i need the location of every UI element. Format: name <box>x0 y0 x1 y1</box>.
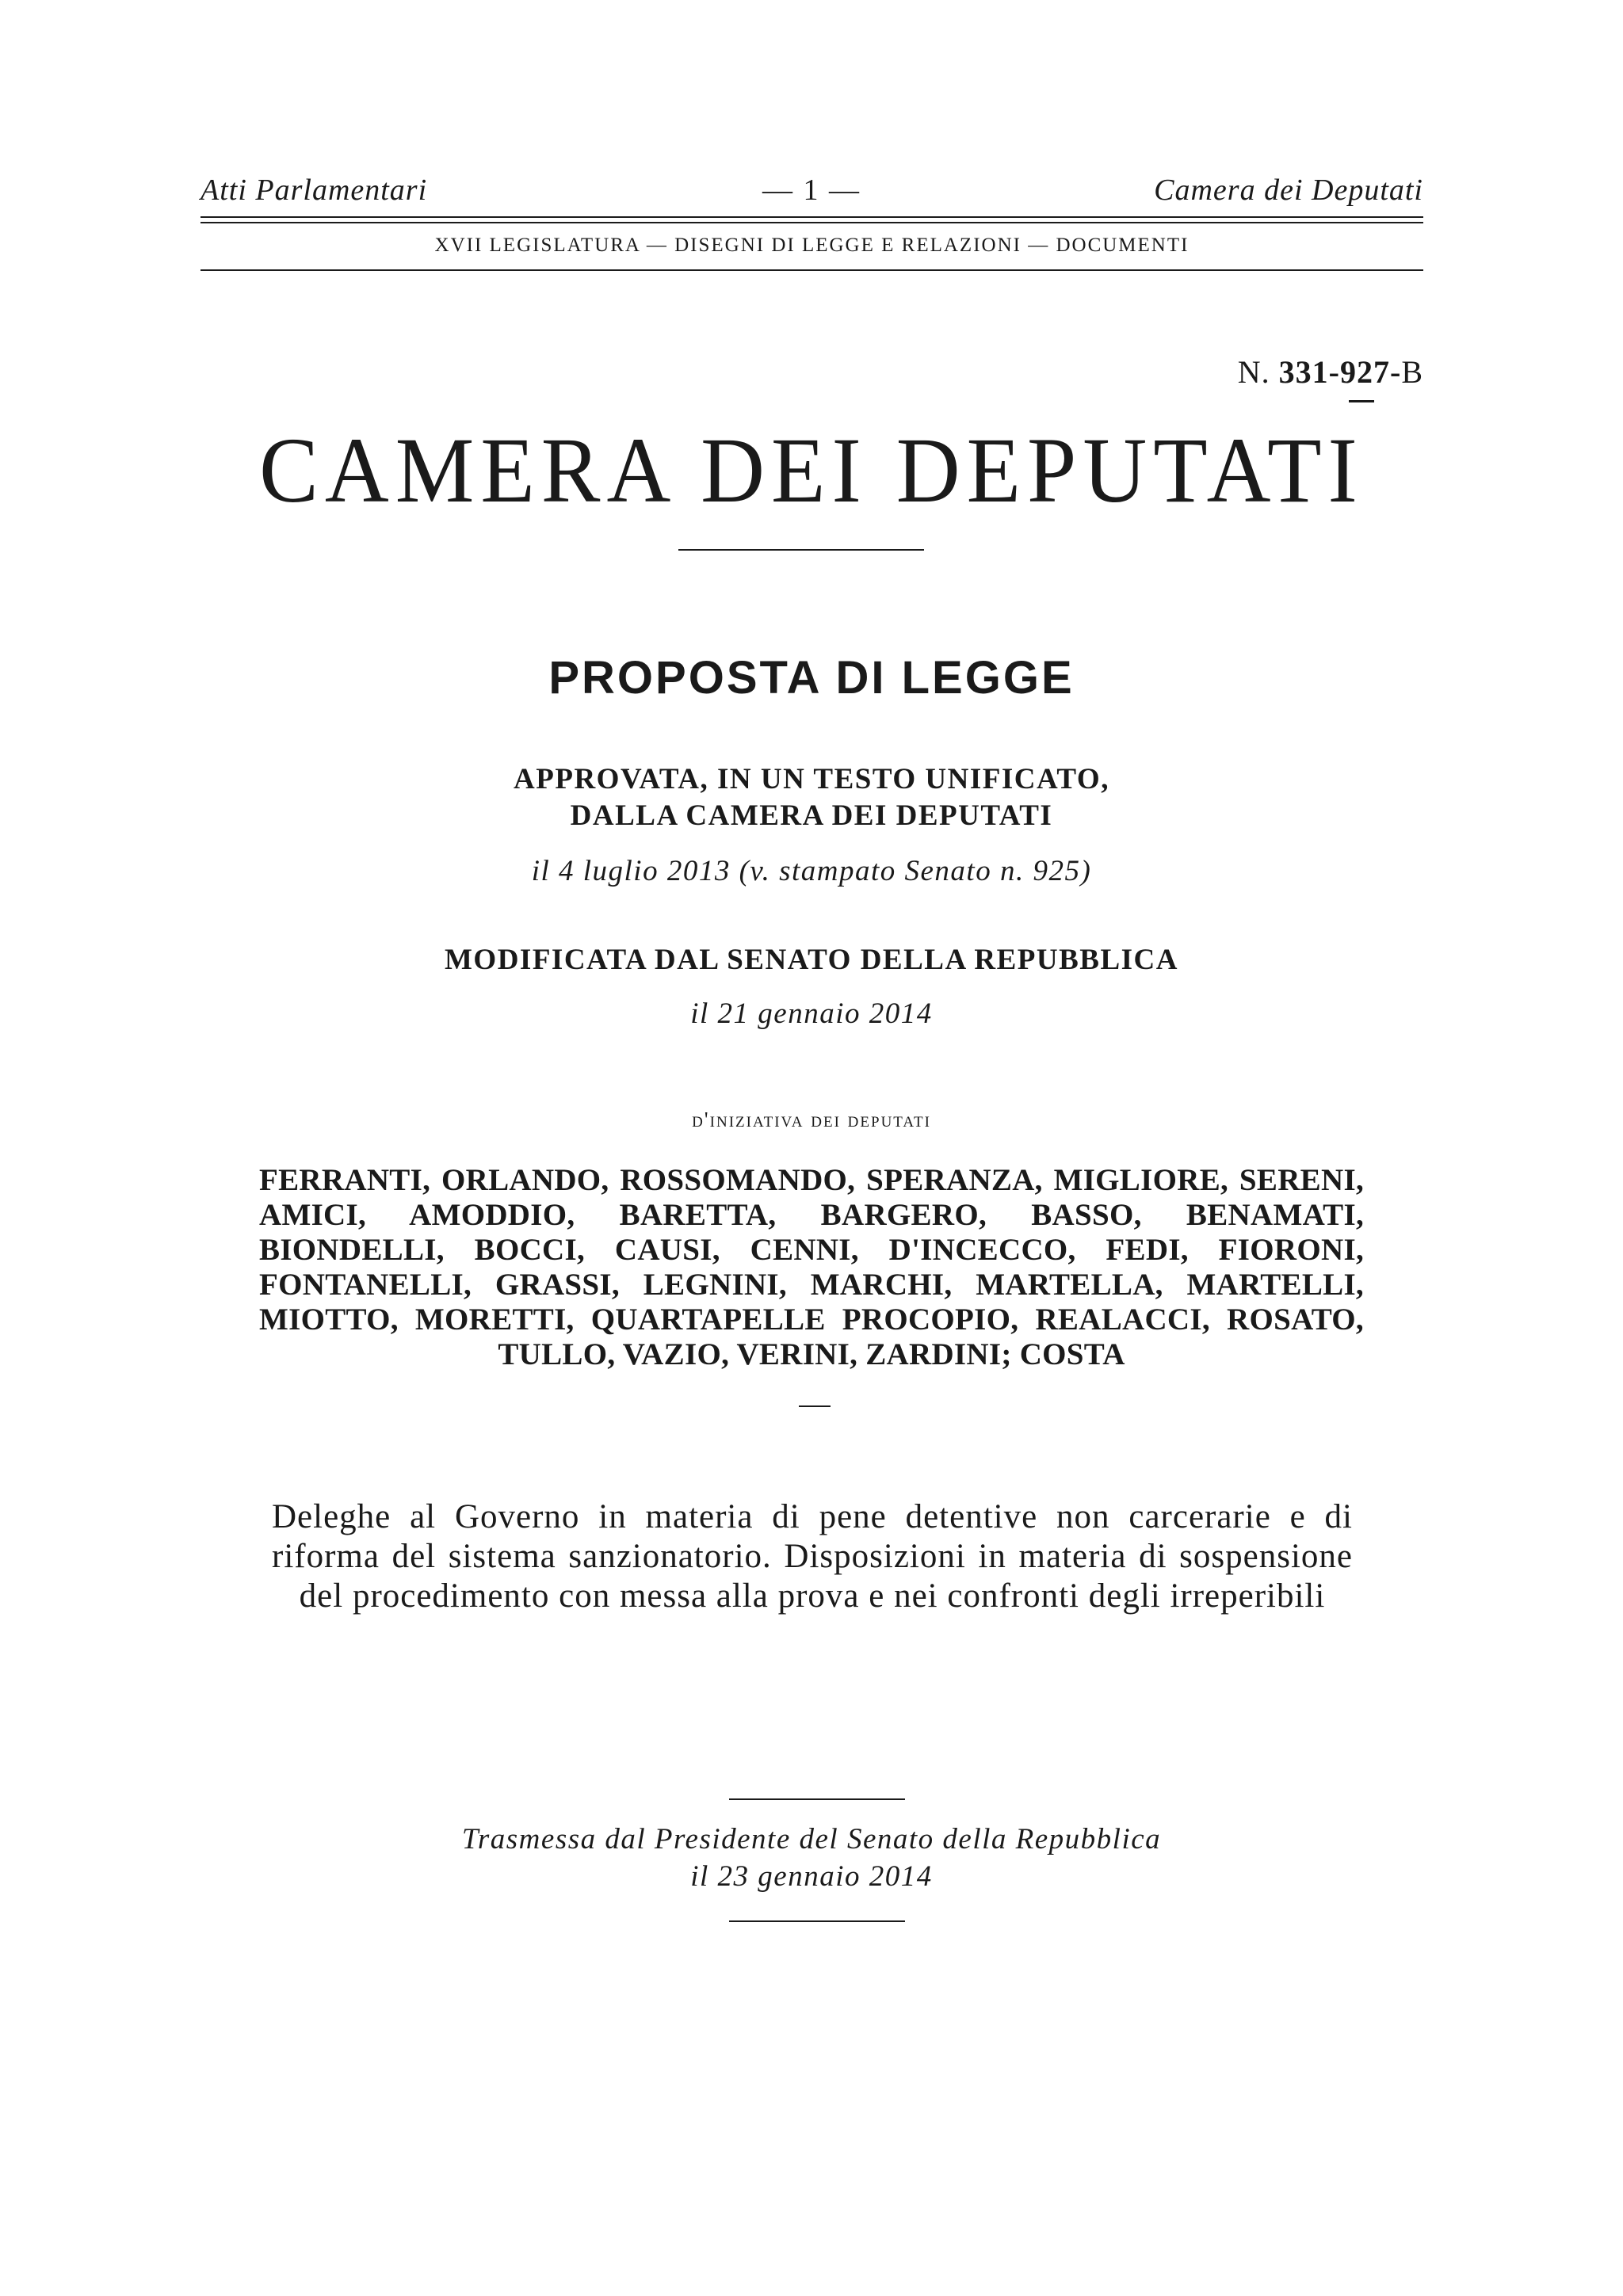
masthead: CAMERA DEI DEPUTATI <box>259 418 1364 523</box>
document-number-main: 331-927- <box>1278 354 1402 390</box>
authors-list: FERRANTI, ORLANDO, ROSSOMANDO, SPERANZA, MIGLIORE, SERENI, AMICI, AMODDIO, BARETTA, BARGERO, BASSO, BENAMATI, BIONDELLI, BOCCI, CAUSI, CENNI, D'INCECCO, FEDI, FIORONI, FONTANELLI, GRASSI, LEGNINI, MARCHI, MARTELLA, MARTELLI, MIOTTO, MORETTI, QUARTAPELLE PROCOPIO, REALACCI, ROSATO, TULLO, VAZIO, VERINI, ZARDINI; COSTA <box>259 1163 1364 1371</box>
document-title: PROPOSTA DI LEGGE <box>548 652 1075 704</box>
header-left-text: Atti Parlamentari <box>200 174 428 207</box>
masthead-rule <box>678 549 924 551</box>
header-right-text: Camera dei Deputati <box>1154 174 1423 207</box>
approval-line-2: DALLA CAMERA DEI DEPUTATI <box>570 799 1053 832</box>
authors-dash <box>799 1405 831 1407</box>
transmission-line-1: Trasmessa dal Presidente del Senato della Repubblica <box>461 1823 1162 1855</box>
document-number <box>1238 353 1423 391</box>
subject-text: Deleghe al Governo in materia di pene detentive non carcerarie e di riforma del sistema sanzionatorio. Disposizioni in materia di sospensione del procedimento con messa alla prova e nei confronti degli irreperibili <box>272 1498 1353 1615</box>
document-number-suffix: B <box>1401 354 1423 390</box>
page-number: — 1 — <box>762 174 861 207</box>
transmission-rule-top <box>729 1798 905 1800</box>
document-number-dash <box>1349 400 1374 402</box>
legislature-line: XVII LEGISLATURA — DISEGNI DI LEGGE E RELAZIONI — DOCUMENTI <box>434 235 1190 256</box>
header-double-rule-bottom <box>200 222 1423 223</box>
approval-line-1: APPROVATA, IN UN TESTO UNIFICATO, <box>514 763 1109 795</box>
approval-date: il 4 luglio 2013 (v. stampato Senato n. 925) <box>531 855 1092 887</box>
transmission-line-2: il 23 gennaio 2014 <box>690 1860 933 1893</box>
header-rule-lower <box>200 269 1423 271</box>
initiative-label: d'iniziativa dei deputati <box>692 1108 931 1131</box>
modification-line: MODIFICATA DAL SENATO DELLA REPUBBLICA <box>445 944 1178 976</box>
header-double-rule-top <box>200 216 1423 218</box>
document-number-prefix: N. <box>1237 354 1270 390</box>
transmission-rule-bottom <box>729 1920 905 1922</box>
modification-date: il 21 gennaio 2014 <box>690 997 933 1030</box>
